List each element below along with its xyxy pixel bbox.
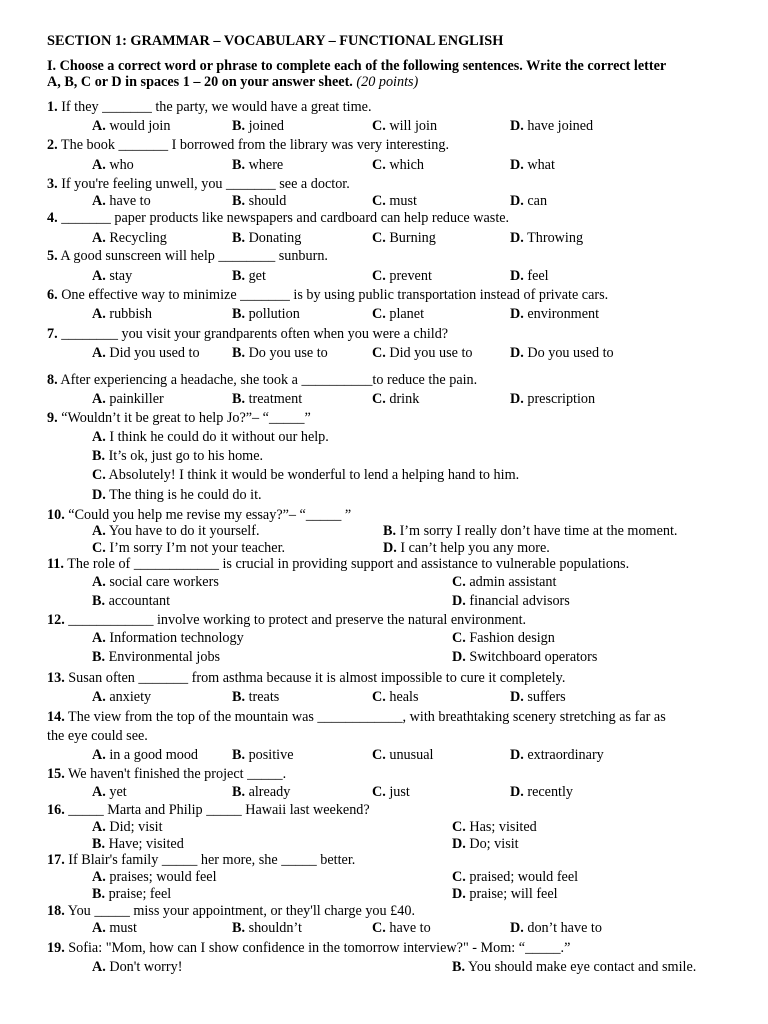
option-letter: D. — [510, 689, 524, 705]
option-text: treatment — [245, 391, 303, 407]
question-text: “Wouldn’t it be great to help Jo?”– “_____” — [57, 410, 311, 426]
answer-option — [92, 870, 217, 886]
question-text: If they _______ the party, we would have a great time. — [57, 99, 372, 115]
answer-option — [452, 820, 537, 836]
option-text: yet — [105, 784, 127, 800]
option-letter: D. — [452, 649, 466, 665]
option-letter: B. — [92, 448, 106, 464]
option-text: accountant — [105, 593, 171, 609]
answer-option — [232, 231, 301, 247]
answer-option — [92, 449, 263, 465]
question-number: 9. — [47, 410, 58, 426]
question-stem — [47, 100, 372, 116]
answer-option — [232, 307, 300, 323]
option-letter: B. — [232, 784, 246, 800]
answer-option — [452, 887, 558, 903]
option-letter: A. — [92, 230, 106, 246]
option-letter: A. — [92, 429, 106, 445]
option-letter: B. — [92, 836, 106, 852]
option-text: recently — [523, 784, 574, 800]
instruction-points: (20 points) — [352, 74, 419, 90]
option-letter: D. — [510, 306, 524, 322]
option-letter: B. — [232, 920, 246, 936]
option-letter: B. — [232, 230, 246, 246]
answer-option — [92, 631, 244, 647]
question-stem — [47, 508, 351, 524]
option-letter: A. — [92, 391, 106, 407]
answer-option — [92, 346, 200, 362]
question-stem-continued: the eye could see. — [47, 728, 148, 744]
option-letter: D. — [383, 540, 397, 556]
option-text: I think he could do it without our help. — [105, 429, 329, 445]
instruction-line-1: I. Choose a correct word or phrase to complete each of the following sentences. Write the correct letter — [47, 58, 667, 74]
answer-option — [452, 631, 555, 647]
option-letter: A. — [92, 959, 106, 975]
option-text: I’m sorry I really don’t have time at the moment. — [396, 523, 678, 539]
option-letter: A. — [92, 920, 106, 936]
option-text: painkiller — [105, 391, 164, 407]
question-text: One effective way to minimize _______ is by using public transportation instead of private cars. — [57, 287, 609, 303]
option-text: positive — [245, 747, 294, 763]
option-letter: A. — [92, 157, 106, 173]
question-stem — [47, 211, 509, 227]
question-text: You _____ miss your appointment, or they'll charge you £40. — [64, 903, 415, 919]
answer-option — [232, 748, 294, 764]
instruction-text: A, B, C or D in spaces 1 – 20 on your answer sheet. — [47, 74, 353, 90]
question-stem — [47, 411, 311, 427]
question-stem — [47, 710, 666, 726]
option-letter: B. — [232, 391, 246, 407]
option-text: can — [523, 193, 548, 209]
answer-option — [92, 650, 220, 666]
option-text: praise; feel — [105, 886, 172, 902]
answer-option — [452, 650, 597, 666]
option-letter: C. — [452, 630, 466, 646]
answer-option — [372, 307, 424, 323]
option-letter: D. — [510, 268, 524, 284]
option-letter: C. — [372, 157, 386, 173]
answer-option — [92, 307, 152, 323]
question-stem — [47, 373, 477, 389]
option-text: Have; visited — [105, 836, 184, 852]
option-letter: B. — [232, 306, 246, 322]
option-text: financial advisors — [465, 593, 570, 609]
option-text: I can’t help you any more. — [396, 540, 550, 556]
option-text: praised; would feel — [465, 869, 579, 885]
answer-option — [92, 837, 184, 853]
question-text: After experiencing a headache, she took a __________to reduce the pain. — [57, 372, 478, 388]
answer-option — [452, 870, 578, 886]
option-text: Throwing — [523, 230, 584, 246]
answer-option — [510, 785, 573, 801]
answer-option — [510, 158, 555, 174]
answer-option — [372, 158, 424, 174]
option-text: suffers — [523, 689, 566, 705]
option-text: Did you used to — [105, 345, 200, 361]
answer-option — [452, 594, 570, 610]
option-text: Did; visit — [105, 819, 163, 835]
option-text: Fashion design — [465, 630, 555, 646]
answer-option — [92, 430, 329, 446]
answer-option — [372, 921, 431, 937]
option-letter: D. — [510, 118, 524, 134]
answer-option — [92, 690, 151, 706]
question-number: 4. — [47, 210, 58, 226]
question-stem — [47, 904, 415, 920]
answer-option — [510, 269, 549, 285]
option-letter: A. — [92, 345, 106, 361]
option-text: environment — [523, 306, 600, 322]
answer-option — [232, 269, 266, 285]
option-letter: A. — [92, 268, 106, 284]
answer-option — [510, 194, 547, 210]
question-text: _______ paper products like newspapers and cardboard can help reduce waste. — [57, 210, 510, 226]
option-letter: C. — [92, 467, 106, 483]
option-letter: B. — [232, 193, 246, 209]
question-stem — [47, 853, 355, 869]
option-letter: A. — [92, 689, 106, 705]
answer-option — [452, 837, 519, 853]
option-letter: D. — [510, 747, 524, 763]
option-text: Donating — [245, 230, 302, 246]
option-letter: C. — [372, 784, 386, 800]
option-text: Absolutely! I think it would be wonderful to lend a helping hand to him. — [105, 467, 520, 483]
answer-option — [92, 960, 182, 976]
answer-option — [372, 748, 433, 764]
option-letter: A. — [92, 193, 106, 209]
option-letter: D. — [452, 886, 466, 902]
question-stem — [47, 249, 328, 265]
answer-option — [232, 392, 302, 408]
answer-option — [372, 346, 473, 362]
option-letter: C. — [372, 306, 386, 322]
option-letter: B. — [232, 747, 246, 763]
option-letter: C. — [372, 193, 386, 209]
question-number: 11. — [47, 556, 64, 572]
option-text: You have to do it yourself. — [105, 523, 260, 539]
option-text: Recycling — [105, 230, 167, 246]
answer-option — [372, 269, 432, 285]
answer-option — [92, 594, 170, 610]
option-text: Did you use to — [385, 345, 473, 361]
option-letter: C. — [372, 118, 386, 134]
option-letter: B. — [92, 593, 106, 609]
option-text: get — [245, 268, 266, 284]
option-text: who — [105, 157, 134, 173]
answer-option — [383, 524, 677, 540]
answer-option — [372, 194, 417, 210]
option-text: Switchboard operators — [465, 649, 598, 665]
answer-option — [510, 307, 599, 323]
option-letter: D. — [510, 345, 524, 361]
option-text: pollution — [245, 306, 300, 322]
option-text: in a good mood — [105, 747, 199, 763]
option-letter: A. — [92, 523, 106, 539]
question-number: 5. — [47, 248, 58, 264]
answer-option — [92, 575, 219, 591]
option-letter: A. — [92, 784, 106, 800]
option-text: Environmental jobs — [105, 649, 221, 665]
question-number: 10. — [47, 507, 65, 523]
question-text: “Could you help me revise my essay?”– “_____ ” — [64, 507, 352, 523]
option-letter: D. — [510, 920, 524, 936]
question-number: 7. — [47, 326, 58, 342]
answer-option — [232, 690, 279, 706]
option-text: stay — [105, 268, 133, 284]
answer-option — [92, 785, 127, 801]
question-number: 6. — [47, 287, 58, 303]
answer-option — [510, 748, 604, 764]
question-number: 1. — [47, 99, 58, 115]
option-letter: C. — [372, 345, 386, 361]
question-number: 14. — [47, 709, 65, 725]
option-text: It’s ok, just go to his home. — [105, 448, 264, 464]
question-number: 2. — [47, 137, 58, 153]
question-text: _____ Marta and Philip _____ Hawaii last weekend? — [64, 802, 370, 818]
option-text: admin assistant — [465, 574, 557, 590]
answer-option — [452, 960, 696, 976]
option-text: praises; would feel — [105, 869, 217, 885]
answer-option — [372, 231, 436, 247]
question-number: 16. — [47, 802, 65, 818]
answer-option — [232, 921, 302, 937]
option-text: heals — [385, 689, 419, 705]
answer-option — [372, 392, 419, 408]
answer-option — [372, 119, 437, 135]
option-text: Do you used to — [523, 345, 614, 361]
question-number: 17. — [47, 852, 65, 868]
option-letter: B. — [452, 959, 466, 975]
question-stem — [47, 327, 448, 343]
question-text: The view from the top of the mountain was ____________, with breathtaking scenery stretching as far as — [64, 709, 666, 725]
option-letter: D. — [92, 487, 106, 503]
option-text: Information technology — [105, 630, 244, 646]
answer-option — [92, 488, 262, 504]
question-number: 12. — [47, 612, 65, 628]
option-text: Do; visit — [465, 836, 519, 852]
question-stem — [47, 557, 629, 573]
answer-option — [232, 194, 286, 210]
question-text: ____________ involve working to protect and preserve the natural environment. — [64, 612, 527, 628]
option-text: planet — [385, 306, 425, 322]
option-letter: D. — [510, 391, 524, 407]
answer-option — [510, 231, 583, 247]
option-text: social care workers — [105, 574, 219, 590]
answer-option — [383, 541, 550, 557]
question-number: 15. — [47, 766, 65, 782]
question-text: Susan often _______ from asthma because it is almost impossible to cure it completely. — [64, 670, 566, 686]
question-number: 18. — [47, 903, 65, 919]
option-letter: C. — [452, 869, 466, 885]
option-text: shouldn’t — [245, 920, 302, 936]
answer-option — [92, 921, 137, 937]
option-letter: C. — [372, 268, 386, 284]
option-letter: A. — [92, 630, 106, 646]
option-letter: D. — [510, 230, 524, 246]
answer-option — [510, 392, 595, 408]
option-letter: D. — [510, 157, 524, 173]
option-text: You should make eye contact and smile. — [465, 959, 697, 975]
question-text: A good sunscreen will help ________ sunburn. — [57, 248, 328, 264]
option-letter: B. — [232, 118, 246, 134]
option-letter: B. — [232, 268, 246, 284]
question-text: The role of ____________ is crucial in providing support and assistance to vulnerable populations. — [63, 556, 630, 572]
option-letter: D. — [452, 836, 466, 852]
option-text: will join — [385, 118, 438, 134]
option-text: just — [385, 784, 410, 800]
answer-option — [92, 158, 134, 174]
option-text: don’t have to — [523, 920, 602, 936]
question-stem — [47, 177, 350, 193]
option-letter: B. — [232, 345, 246, 361]
option-letter: A. — [92, 869, 106, 885]
option-text: have to — [105, 193, 151, 209]
option-text: The thing is he could do it. — [105, 487, 262, 503]
option-text: should — [245, 193, 287, 209]
option-text: have to — [385, 920, 431, 936]
answer-option — [92, 541, 285, 557]
question-number: 3. — [47, 176, 58, 192]
option-letter: D. — [510, 193, 524, 209]
option-text: would join — [105, 118, 171, 134]
question-text: The book _______ I borrowed from the library was very interesting. — [57, 137, 450, 153]
option-text: already — [245, 784, 291, 800]
answer-option — [452, 575, 556, 591]
option-letter: D. — [510, 784, 524, 800]
option-text: Has; visited — [465, 819, 537, 835]
answer-option — [92, 119, 170, 135]
question-text: Sofia: "Mom, how can I show confidence in the tomorrow interview?" - Mom: “_____.” — [64, 940, 571, 956]
question-number: 8. — [47, 372, 58, 388]
option-letter: B. — [92, 649, 106, 665]
option-letter: C. — [452, 819, 466, 835]
option-text: drink — [385, 391, 420, 407]
question-stem — [47, 138, 449, 154]
option-text: prescription — [523, 391, 596, 407]
answer-option — [92, 887, 171, 903]
question-text: ________ you visit your grandparents often when you were a child? — [57, 326, 449, 342]
option-letter: A. — [92, 118, 106, 134]
option-text: must — [385, 193, 417, 209]
question-stem — [47, 941, 570, 957]
answer-option — [232, 119, 284, 135]
option-letter: A. — [92, 574, 106, 590]
option-letter: B. — [232, 689, 246, 705]
option-text: prevent — [385, 268, 432, 284]
answer-option — [92, 194, 151, 210]
option-text: have joined — [523, 118, 594, 134]
option-letter: C. — [372, 391, 386, 407]
option-text: which — [385, 157, 425, 173]
answer-option — [92, 392, 164, 408]
answer-option — [510, 346, 614, 362]
answer-option — [232, 158, 283, 174]
answer-option — [510, 921, 602, 937]
question-stem — [47, 767, 286, 783]
answer-option — [92, 820, 163, 836]
option-text: anxiety — [105, 689, 152, 705]
section-title: SECTION 1: GRAMMAR – VOCABULARY – FUNCTIONAL ENGLISH — [47, 33, 504, 49]
question-stem — [47, 803, 370, 819]
option-text: Don't worry! — [105, 959, 183, 975]
answer-option — [372, 785, 410, 801]
option-letter: B. — [383, 523, 397, 539]
question-stem — [47, 613, 526, 629]
answer-option — [232, 346, 328, 362]
option-text: praise; will feel — [465, 886, 558, 902]
option-letter: B. — [92, 886, 106, 902]
option-letter: B. — [232, 157, 246, 173]
option-text: where — [245, 157, 284, 173]
answer-option — [232, 785, 290, 801]
question-stem — [47, 671, 565, 687]
instruction-line-2 — [47, 75, 418, 91]
option-text: unusual — [385, 747, 434, 763]
option-text: I’m sorry I’m not your teacher. — [105, 540, 286, 556]
option-text: joined — [245, 118, 285, 134]
option-text: Do you use to — [245, 345, 328, 361]
question-stem — [47, 288, 608, 304]
option-text: must — [105, 920, 137, 936]
option-text: treats — [245, 689, 280, 705]
answer-option — [92, 231, 167, 247]
option-letter: A. — [92, 819, 106, 835]
option-letter: C. — [372, 689, 386, 705]
answer-option — [92, 524, 260, 540]
question-text: If you're feeling unwell, you _______ see a doctor. — [57, 176, 350, 192]
option-letter: C. — [452, 574, 466, 590]
option-letter: C. — [372, 230, 386, 246]
option-text: Burning — [385, 230, 436, 246]
answer-option — [510, 119, 593, 135]
question-text: We haven't finished the project _____. — [64, 766, 287, 782]
answer-option — [92, 468, 519, 484]
option-letter: C. — [92, 540, 106, 556]
option-letter: A. — [92, 747, 106, 763]
option-letter: C. — [372, 747, 386, 763]
option-text: what — [523, 157, 555, 173]
option-text: extraordinary — [523, 747, 604, 763]
question-number: 13. — [47, 670, 65, 686]
option-letter: D. — [452, 593, 466, 609]
question-text: If Blair's family _____ her more, she _____ better. — [64, 852, 356, 868]
question-number: 19. — [47, 940, 65, 956]
option-text: rubbish — [105, 306, 152, 322]
option-letter: C. — [372, 920, 386, 936]
answer-option — [92, 269, 132, 285]
answer-option — [92, 748, 198, 764]
option-letter: A. — [92, 306, 106, 322]
answer-option — [510, 690, 566, 706]
answer-option — [372, 690, 419, 706]
option-text: feel — [523, 268, 549, 284]
